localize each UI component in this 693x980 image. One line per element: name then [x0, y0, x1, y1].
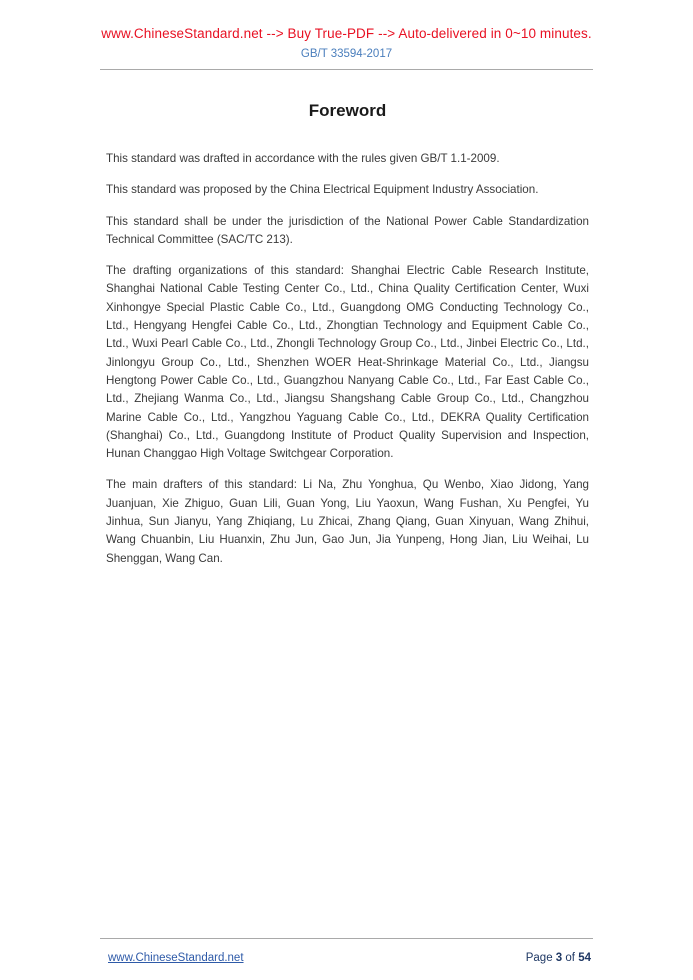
header-divider [100, 69, 593, 70]
page-title: Foreword [308, 101, 387, 120]
page-current: 3 [555, 952, 563, 964]
document-number: GB/T 33594-2017 [300, 48, 393, 60]
paragraph: The drafting organizations of this standard: Shanghai Electric Cable Research Institute, Shanghai National Cable Testing Center Co., Ltd., China Quality Certification Center, Wuxi Xinhongye Special Plastic Cable Co., Ltd., Guangdong OMG Conducting Technology Co., Ltd., Hengyang Hengfei Cable Co., Ltd., Zhongtian Technology and Equipment Cable Co., Ltd., Wuxi Pearl Cable Co., Ltd., Zhongli Technology Group Co., Ltd., Jinbei Electric Co., Ltd., Jinlongyu Group Co., Ltd., Shenzhen WOER Heat-Shrinkage Material Co., Ltd., Jiangsu Hengtong Power Cable Co., Ltd., Guangzhou Nanyang Cable Co., Ltd., Far East Cable Co., Ltd., Zhejiang Wanma Co., Ltd., Jiangsu Shangshang Cable Group Co., Ltd., Changzhou Marine Cable Co., Ltd., Yangzhou Yaguang Cable Co., Ltd., DEKRA Quality Certification (Shanghai) Co., Ltd., Guangdong Institute of Product Quality Supervision and Inspection, Hunan Changgao High Voltage Switchgear Corporation. [106, 264, 589, 461]
page-label: Page [525, 952, 553, 964]
page-indicator [526, 952, 593, 964]
footer-link[interactable]: www.ChineseStandard.net [108, 952, 244, 964]
paragraph: This standard shall be under the jurisdiction of the National Power Cable Standardization Technical Committee (SAC/TC 213). [106, 214, 589, 246]
paragraph: This standard was proposed by the China Electrical Equipment Industry Association. [106, 183, 539, 197]
paragraph: This standard was drafted in accordance with the rules given GB/T 1.1-2009. [106, 152, 500, 165]
document-body [0, 101, 693, 568]
of-label: of [565, 952, 575, 964]
promo-banner: www.ChineseStandard.net --> Buy True-PDF --> Auto-delivered in 0~10 minutes. [101, 26, 592, 41]
page-total: 54 [578, 952, 591, 964]
paragraph-block [106, 150, 589, 568]
page-footer [100, 938, 593, 964]
paragraph: The main drafters of this standard: Li Na, Zhu Yonghua, Qu Wenbo, Xiao Jidong, Yang Juanjuan, Xie Zhiguo, Guan Lili, Guan Yong, Liu Yaoxun, Wang Fushan, Xu Pengfei, Yu Jinhua, Sun Jianyu, Yang Zhiqiang, Lu Zhicai, Zhang Qiang, Guan Xinyuan, Wang Zhihui, Wang Chuanbin, Liu Huanxin, Zhu Jun, Gao Jun, Jia Yunpeng, Hong Jian, Liu Weihai, Lu Shenggan, Wang Can. [106, 478, 589, 565]
